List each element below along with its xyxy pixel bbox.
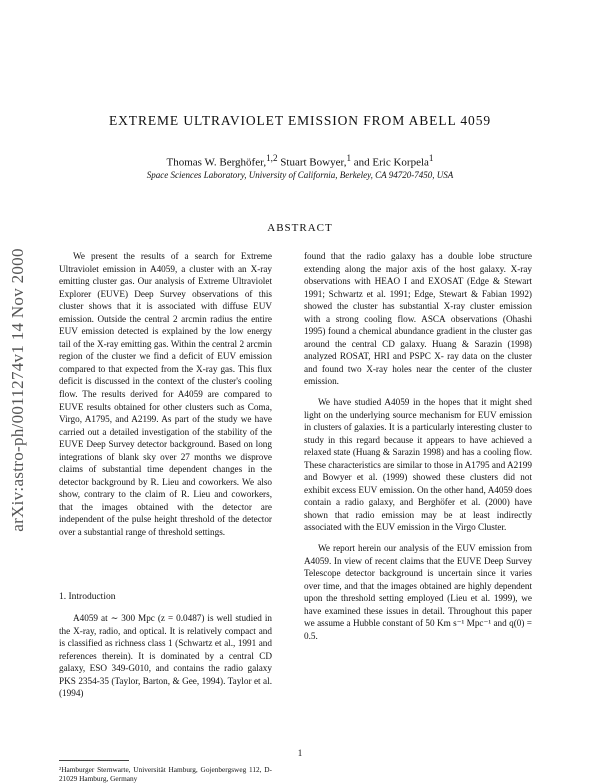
footnote: ²Hamburger Sternwarte, Universität Hamburg, Gojenbergsweg 112, D-21029 Hamburg, Germany	[59, 765, 272, 783]
arxiv-id-text: arXiv:astro-ph/0011274v1 14 Nov 2000	[8, 248, 27, 532]
abstract-heading: ABSTRACT	[267, 222, 333, 234]
author-list	[60, 153, 540, 169]
right-paragraph-1: found that the radio galaxy has a double lobe structure extending along the major axis of the host galaxy. X-ray observations with HEAO I and EXOSAT (Edge & Stewart 1991; Schwartz et al. 1991; Edge, Stewart & Fabian 1992) showed the cluster has substantial X-ray cluster emission with a strong cooling flow. ASCA observations (Ohashi 1995) found a chemical abundance gradient in the cluster gas around the central CD galaxy. Huang & Sarazin (1998) analyzed ROSAT, HRI and PSPC X- ray data on the cluster and found two X-ray holes near the center of the cluster emission.	[304, 251, 532, 387]
arxiv-identifier	[3, 200, 33, 580]
author-korpela: and Eric Korpela	[351, 156, 429, 169]
right-column	[304, 250, 532, 642]
author-berghofer: Thomas W. Berghöfer,	[166, 156, 267, 169]
author-sup: 1	[428, 153, 434, 163]
author-sup: 1	[346, 153, 352, 163]
abstract-body	[59, 250, 272, 539]
author-sup: 1,2	[266, 153, 278, 163]
footnote-rule	[59, 760, 129, 761]
page-number: 1	[297, 748, 303, 758]
right-paragraph-2: We have studied A4059 in the hopes that it might shed light on the underlying source mechanism for EUV emission in clusters of galaxies. It is a particularly interesting cluster to study in this regard because it appears to have achieved a relaxed state (Huang & Sarazin 1998) and has a cooling flow. These characteristics are similar to those in A1795 and A2199 and Bowyer et al. (1999) showed these clusters did not exhibit excess EUV emission. On the other hand, A4059 does contain a radio galaxy, and Berghöfer et al. (2000) have shown that radio emission may be at least indirectly associated with the EUV emission in the Virgo Cluster.	[304, 397, 532, 533]
affiliation: Space Sciences Laboratory, University of California, Berkeley, CA 94720-7450, USA	[146, 170, 454, 180]
introduction-body	[59, 612, 272, 700]
abstract-paragraph: We present the results of a search for Extreme Ultraviolet emission in A4059, a cluster with an X-ray emitting cluster gas. Our analysis of Extreme Ultraviolet Explorer (EUVE) Deep Survey observations of this cluster shows that it is associated with diffuse EUV emission. Outside the central 2 arcmin radius the entire EUV emission detected is explained by the low energy tail of the X-ray emitting gas. Within the central 2 arcmin region of the cluster we find a deficit of EUV emission compared to that expected from the X-ray gas. This flux deficit is discussed in the context of the cluster's cooling flow. The results derived for A4059 are compared to EUVE results obtained for other clusters such as Coma, Virgo, A1795, and A2199. As part of the study we have carried out a detailed investigation of the stability of the EUVE Deep Survey detector background. Based on long integrations of blank sky over 27 months we disprove claims of substantial time dependent changes in the detector background by R. Lieu and coworkers. We also show, contrary to the claim of R. Lieu and coworkers, that the images obtained with the detector are independent of the pulse height threshold of the detector over a substantial range of threshold settings.	[59, 251, 272, 538]
section-heading-introduction: 1. Introduction	[59, 592, 116, 602]
paper-title: EXTREME ULTRAVIOLET EMISSION FROM ABELL 4059	[109, 113, 491, 128]
intro-paragraph: A4059 at ∼ 300 Mpc (z = 0.0487) is well studied in the X-ray, radio, and optical. It is relatively compact and is classified as richness class 1 (Schwartz et al., 1991 and references therein). It is dominated by a central CD galaxy, ESO 349-G010, and contains the radio galaxy PKS 2354-35 (Taylor, Barton, & Gee, 1994). Taylor et al. (1994)	[59, 613, 272, 699]
right-paragraph-3: We report herein our analysis of the EUV emission from A4059. In view of recent claims that the EUVE Deep Survey Telescope detector background is uncertain since it varies over time, and that the images obtained are highly dependent upon the threshold setting employed (Lieu et al. 1999), we have examined these issues in detail. Throughout this paper we assume a Hubble constant of 50 Km s⁻¹ Mpc⁻¹ and q(0) = 0.5.	[304, 543, 532, 641]
author-bowyer: Stuart Bowyer,	[277, 156, 347, 169]
